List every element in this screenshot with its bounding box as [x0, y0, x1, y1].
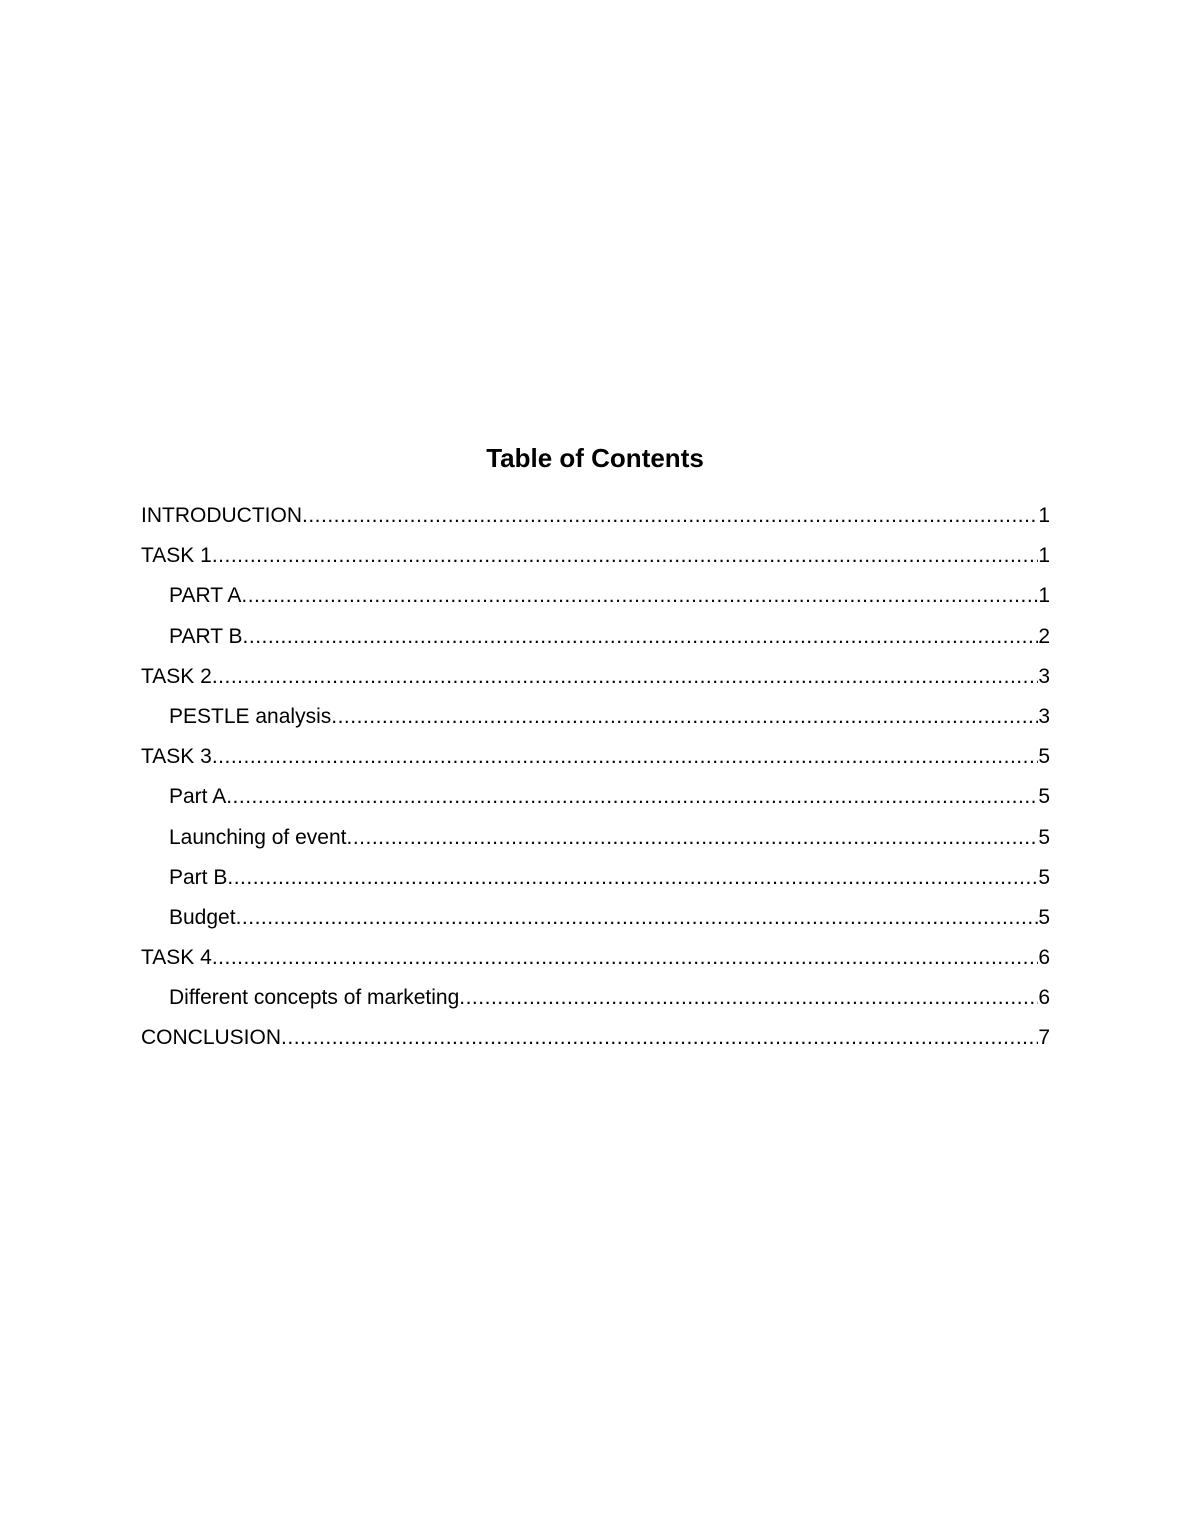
- toc-title: Table of Contents: [486, 443, 704, 473]
- toc-entry[interactable]: [141, 942, 1050, 982]
- toc-leader-dots: [243, 621, 1039, 653]
- toc-entry-label: INTRODUCTION: [141, 504, 302, 527]
- toc-entry-page: 5: [1038, 745, 1050, 769]
- toc-entry-label: TASK 4: [141, 946, 212, 970]
- toc-leader-dots: [346, 822, 1038, 854]
- toc-leader-dots: [212, 540, 1039, 572]
- toc-entry[interactable]: [141, 741, 1050, 781]
- toc-entry[interactable]: [141, 781, 1050, 821]
- toc-entry-page: 3: [1038, 664, 1050, 688]
- toc-entry-label: Part A: [169, 785, 227, 809]
- toc-entry[interactable]: [141, 862, 1050, 902]
- toc-entry-page: 7: [1038, 1026, 1050, 1050]
- toc-list: [141, 500, 1050, 1063]
- toc-leader-dots: [226, 781, 1038, 813]
- toc-entry[interactable]: [141, 540, 1050, 580]
- toc-entry-label: Launching of event: [169, 825, 347, 849]
- toc-leader-dots: [212, 942, 1039, 974]
- toc-entry-page: 5: [1038, 865, 1050, 889]
- toc-entry-page: 2: [1038, 624, 1050, 648]
- toc-leader-dots: [459, 982, 1038, 1014]
- toc-entry-label: TASK 2: [141, 664, 212, 688]
- toc-entry-label: Budget: [169, 905, 236, 929]
- toc-entry-page: 1: [1038, 544, 1050, 568]
- toc-entry[interactable]: [141, 500, 1050, 540]
- toc-entry-page: 1: [1038, 584, 1050, 608]
- toc-entry-label: Different concepts of marketing: [169, 986, 460, 1010]
- toc-entry[interactable]: [141, 621, 1050, 661]
- toc-entry[interactable]: [141, 822, 1050, 862]
- toc-entry-label: PESTLE analysis: [169, 704, 332, 728]
- toc-leader-dots: [227, 862, 1038, 894]
- toc-entry-page: 6: [1038, 986, 1050, 1010]
- toc-entry[interactable]: [141, 1022, 1050, 1062]
- toc-entry-page: 5: [1038, 905, 1050, 929]
- toc-entry[interactable]: [141, 661, 1050, 701]
- toc-leader-dots: [212, 661, 1039, 693]
- toc-leader-dots: [331, 701, 1038, 733]
- toc-leader-dots: [302, 500, 1038, 532]
- toc-entry-label: TASK 3: [141, 745, 212, 769]
- toc-entry-label: PART B: [169, 624, 243, 648]
- toc-entry-label: CONCLUSION: [141, 1026, 282, 1050]
- toc-entry[interactable]: [141, 580, 1050, 620]
- toc-entry-page: 3: [1038, 704, 1050, 728]
- toc-entry[interactable]: [141, 701, 1050, 741]
- toc-entry-page: 5: [1038, 825, 1050, 849]
- toc-entry[interactable]: [141, 982, 1050, 1022]
- toc-entry-label: TASK 1: [141, 544, 212, 568]
- toc-entry[interactable]: [141, 902, 1050, 942]
- toc-entry-page: 6: [1038, 946, 1050, 970]
- toc-entry-page: 1: [1038, 504, 1050, 527]
- toc-leader-dots: [281, 1022, 1038, 1054]
- toc-entry-label: PART A: [169, 584, 242, 608]
- toc-leader-dots: [212, 741, 1039, 773]
- toc-entry-label: Part B: [169, 865, 228, 889]
- toc-entry-page: 5: [1038, 785, 1050, 809]
- toc-leader-dots: [241, 580, 1038, 612]
- toc-leader-dots: [236, 902, 1039, 934]
